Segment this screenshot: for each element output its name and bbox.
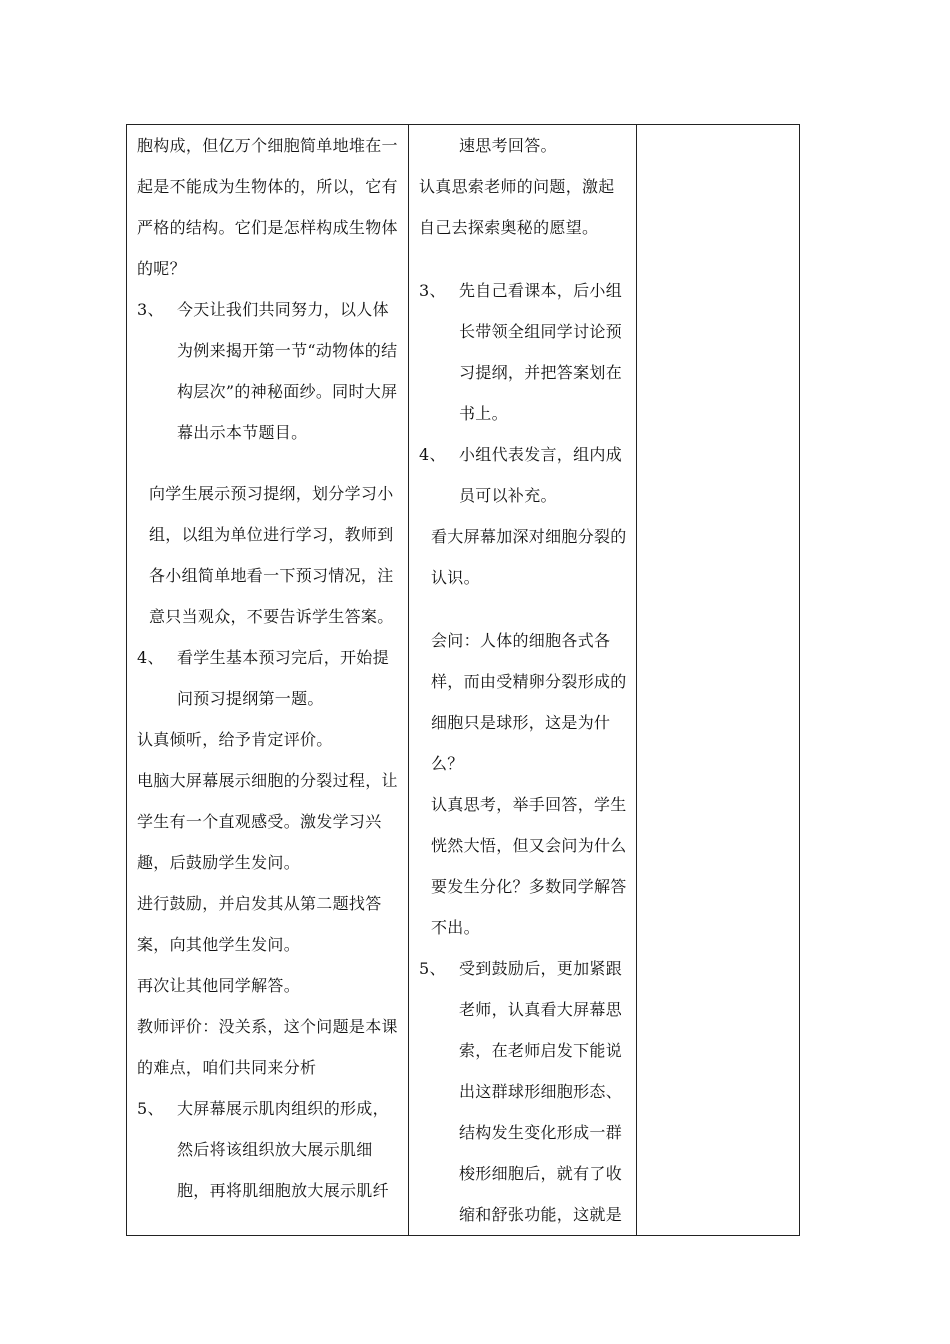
teacher-activity-cell (127, 125, 409, 1236)
numbered-item: 3、 先自己看课本，后小组长带领全组同学讨论预习提纲，并把答案划在书上。 (419, 281, 623, 423)
paragraph: 速思考回答。 (459, 136, 557, 155)
numbered-item: 4、 小组代表发言，组内成员可以补充。 (419, 445, 623, 505)
student-activity-cell (409, 125, 637, 1236)
paragraph: 进行鼓励，并启发其从第二题找答案，向其他学生发问。 (137, 894, 382, 954)
paragraph: 认真倾听，给予肯定评价。 (137, 730, 333, 749)
numbered-item: 3、 今天让我们共同努力，以人体为例来揭开第一节“动物体的结构层次”的神秘面纱。同时大屏幕出示本节题目。 (137, 300, 398, 442)
spacer (137, 453, 400, 473)
paragraph: 认真思索老师的问题，激起自己去探索奥秘的愿望。 (419, 177, 615, 237)
paragraph: 看大屏幕加深对细胞分裂的认识。 (431, 527, 627, 587)
numbered-item: 5、 大屏幕展示肌肉组织的形成，然后将该组织放大展示肌细胞，再将肌细胞放大展示肌纤 (137, 1099, 389, 1200)
lesson-table (126, 124, 800, 1236)
paragraph: 再次让其他同学解答。 (137, 976, 301, 995)
spacer (419, 598, 628, 620)
paragraph: 胞构成，但亿万个细胞简单地堆在一起是不能成为生物体的，所以，它有严格的结构。它们是怎样构成生物体的呢？ (137, 136, 398, 278)
table-row (127, 125, 800, 1236)
numbered-item: 5、 受到鼓励后，更加紧跟老师，认真看大屏幕思索，在老师启发下能说出这群球形细胞形态、结构发生变化形成一群梭形细胞后，就有了收缩和舒张功能，这就是 (419, 959, 623, 1224)
paragraph: 电脑大屏幕展示细胞的分裂过程，让学生有一个直观感受。激发学习兴趣，后鼓励学生发问。 (137, 771, 398, 872)
paragraph: 认真思考，举手回答，学生恍然大悟，但又会问为什么要发生分化？多数同学解答不出。 (431, 795, 627, 937)
numbered-item: 4、 看学生基本预习完后，开始提问预习提纲第一题。 (137, 648, 389, 708)
paragraph: 会问：人体的细胞各式各样，而由受精卵分裂形成的细胞只是球形，这是为什么？ (431, 631, 627, 773)
paragraph: 教师评价：没关系，这个问题是本课的难点，咱们共同来分析 (137, 1017, 398, 1077)
spacer (419, 248, 628, 270)
paragraph: 向学生展示预习提纲，划分学习小组，以组为单位进行学习，教师到各小组简单地看一下预习情况，注意只当观众，不要告诉学生答案。 (149, 484, 394, 626)
notes-cell (637, 125, 800, 1236)
